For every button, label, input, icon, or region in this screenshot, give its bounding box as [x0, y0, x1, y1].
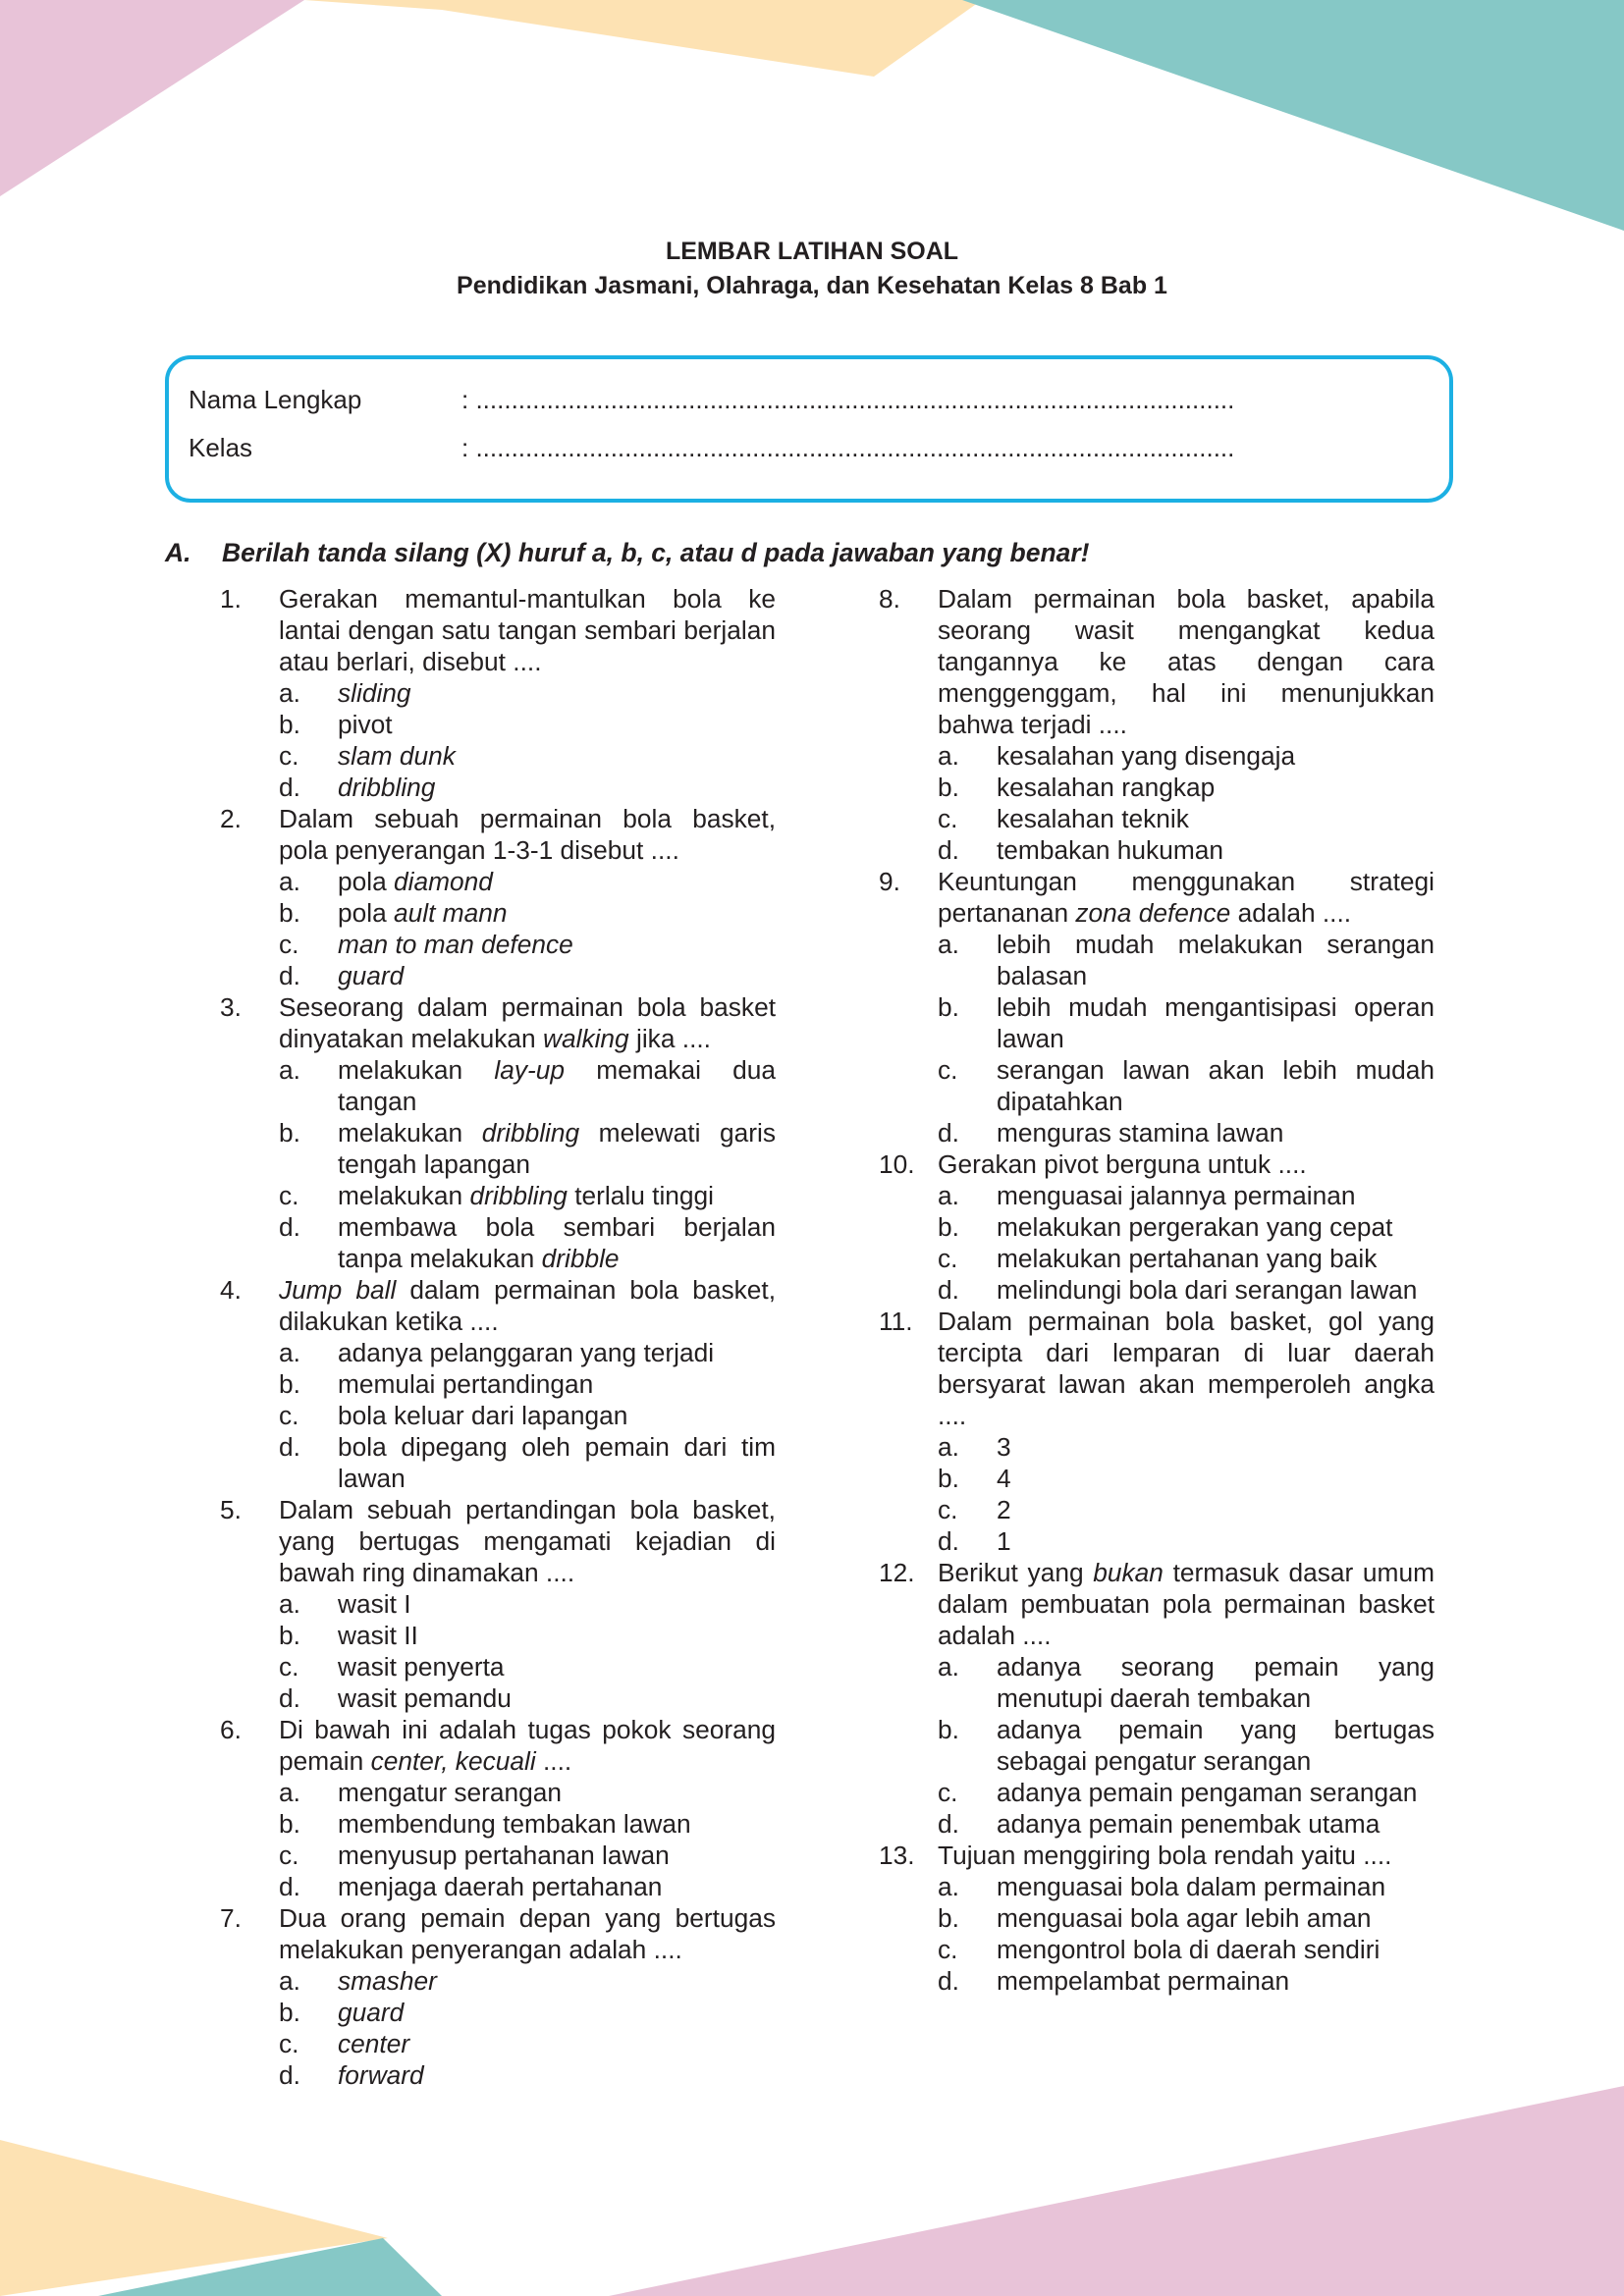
question-item [879, 1840, 1435, 1997]
question-number: 10. [879, 1149, 915, 1179]
question-number: 1. [220, 584, 242, 614]
option-text [997, 1808, 1435, 1840]
answer-option[interactable] [938, 834, 1435, 866]
option-letter: a. [938, 930, 959, 959]
option-letter: b. [938, 773, 959, 802]
option-letter: c. [938, 1244, 958, 1273]
text-segment: bukan [1093, 1558, 1164, 1587]
text-segment: melakukan pergerakan yang cepat [997, 1212, 1393, 1242]
option-letter: b. [279, 1621, 300, 1650]
answer-option[interactable] [279, 677, 776, 709]
text-segment: Keuntungan menggunakan strategi pertananan [938, 867, 1435, 928]
answer-option[interactable] [279, 1588, 776, 1620]
question-text [279, 1494, 776, 1588]
option-text [997, 1274, 1435, 1306]
text-segment: menguasai jalannya permainan [997, 1181, 1356, 1210]
text-segment: .... [535, 1746, 572, 1776]
option-letter: d. [279, 2060, 300, 2090]
text-segment: slam dunk [338, 741, 456, 771]
option-text [338, 2059, 776, 2091]
question-item [220, 1494, 776, 1714]
text-segment: Dalam sebuah permainan bola basket, pola penyerangan 1-3-1 disebut .... [279, 804, 776, 865]
answer-option[interactable] [279, 709, 776, 740]
answer-option[interactable] [279, 897, 776, 929]
question-text [938, 866, 1435, 929]
text-segment: Di bawah ini adalah tugas pokok seorang pemain [279, 1715, 776, 1776]
answer-option[interactable] [938, 1180, 1435, 1211]
deco-pink-top [0, 0, 304, 196]
answer-option[interactable] [279, 929, 776, 960]
questions-column-left [220, 583, 776, 2091]
text-segment: 2 [997, 1495, 1011, 1524]
text-segment: dribbling [469, 1181, 568, 1210]
option-letter: a. [938, 1652, 959, 1682]
option-text [997, 1902, 1435, 1934]
text-segment: center [338, 2029, 410, 2058]
option-text [997, 1180, 1435, 1211]
text-segment: menguras stamina lawan [997, 1118, 1284, 1148]
text-segment: man to man defence [338, 930, 573, 959]
text-segment: melewati garis tengah lapangan [338, 1118, 776, 1179]
text-segment: mengontrol bola di daerah sendiri [997, 1935, 1380, 1964]
text-segment: tembakan hukuman [997, 835, 1223, 865]
answer-option[interactable] [279, 772, 776, 803]
option-letter: b. [279, 1118, 300, 1148]
question-text [279, 583, 776, 677]
option-text [338, 1777, 776, 1808]
option-text [338, 1965, 776, 1997]
answer-option[interactable] [279, 1431, 776, 1494]
option-letter: d. [938, 1809, 959, 1839]
text-segment: Seseorang dalam permainan bola basket dinyatakan melakukan [279, 992, 776, 1053]
text-segment: zona defence [1075, 898, 1231, 928]
option-letter: b. [938, 1903, 959, 1933]
answer-option[interactable] [938, 1777, 1435, 1808]
answer-option[interactable] [938, 1934, 1435, 1965]
name-label: Nama Lengkap [189, 385, 362, 414]
option-text [338, 866, 776, 897]
answer-option[interactable] [279, 1840, 776, 1871]
option-letter: d. [938, 1275, 959, 1305]
page-subtitle: Pendidikan Jasmani, Olahraga, dan Kesehatan Kelas 8 Bab 1 [457, 272, 1167, 299]
answer-option[interactable] [938, 1211, 1435, 1243]
option-letter: b. [938, 1464, 959, 1493]
text-segment: melakukan [338, 1181, 470, 1210]
text-segment: 1 [997, 1526, 1011, 1556]
option-letter: c. [279, 2029, 299, 2058]
text-segment: menguasai bola agar lebih aman [997, 1903, 1372, 1933]
text-segment: memakai dua tangan [338, 1055, 776, 1116]
text-segment: membawa bola sembari berjalan tanpa melakukan [338, 1212, 776, 1273]
question-item [220, 1714, 776, 1902]
answer-option[interactable] [279, 1620, 776, 1651]
option-letter: a. [279, 1338, 300, 1367]
text-segment: dribble [541, 1244, 620, 1273]
text-segment: Dalam permainan bola basket, apabila seorang wasit mengangkat kedua tangannya ke atas dengan cara menggenggam, hal ini menunjukkan bahwa terjadi .... [938, 584, 1435, 739]
text-segment: wasit II [338, 1621, 418, 1650]
option-letter: b. [279, 1809, 300, 1839]
text-segment: guard [338, 961, 405, 990]
option-text [338, 740, 776, 772]
text-segment: smasher [338, 1966, 437, 1996]
question-item [879, 1306, 1435, 1557]
question-number: 7. [220, 1903, 242, 1933]
text-segment: forward [338, 2060, 424, 2090]
text-segment: menyusup pertahanan lawan [338, 1841, 670, 1870]
name-field[interactable]: : ........................................................................................................... [461, 385, 1235, 414]
option-text [997, 1651, 1435, 1714]
answer-option[interactable] [938, 1054, 1435, 1117]
text-segment: melakukan [338, 1055, 495, 1085]
text-segment: mengatur serangan [338, 1778, 563, 1807]
text-segment: walking [542, 1024, 629, 1053]
section-letter: A. [165, 538, 191, 567]
answer-option[interactable] [938, 1808, 1435, 1840]
text-segment: pivot [338, 710, 393, 739]
answer-option[interactable] [279, 1777, 776, 1808]
page-title: LEMBAR LATIHAN SOAL [665, 238, 959, 265]
text-segment: Jump ball [279, 1275, 397, 1305]
questions-column-right [879, 583, 1435, 1997]
option-text [997, 1525, 1435, 1557]
option-text [997, 740, 1435, 772]
answer-option[interactable] [279, 1368, 776, 1400]
answer-option[interactable] [279, 1997, 776, 2028]
class-field[interactable]: : ........................................................................................................... [461, 433, 1235, 462]
answer-option[interactable] [279, 866, 776, 897]
text-segment: kesalahan teknik [997, 804, 1189, 833]
answer-option[interactable] [938, 1965, 1435, 1997]
option-text [338, 1368, 776, 1400]
option-letter: a. [938, 741, 959, 771]
answer-option[interactable] [938, 1463, 1435, 1494]
question-item [220, 991, 776, 1274]
question-text [279, 1274, 776, 1337]
option-letter: c. [938, 804, 958, 833]
question-number: 11. [879, 1307, 913, 1336]
option-text [338, 897, 776, 929]
text-segment: terlalu tinggi [567, 1181, 715, 1210]
text-segment: jika .... [628, 1024, 711, 1053]
answer-option[interactable] [279, 1211, 776, 1274]
answer-option[interactable] [279, 1682, 776, 1714]
option-text [997, 929, 1435, 991]
answer-option[interactable] [279, 2028, 776, 2059]
question-item [220, 1274, 776, 1494]
option-text [997, 1965, 1435, 1997]
text-segment: adanya pemain penembak utama [997, 1809, 1380, 1839]
answer-option[interactable] [938, 772, 1435, 803]
question-number: 9. [879, 867, 900, 896]
option-letter: a. [938, 1181, 959, 1210]
option-letter: a. [279, 678, 300, 708]
text-segment: sliding [338, 678, 411, 708]
option-text [338, 2028, 776, 2059]
option-text [997, 772, 1435, 803]
answer-option[interactable] [279, 1337, 776, 1368]
option-text [338, 1054, 776, 1117]
option-text [338, 772, 776, 803]
question-item [879, 1148, 1435, 1306]
option-letter: b. [279, 898, 300, 928]
question-text [279, 1902, 776, 1965]
text-segment: dribbling [338, 773, 436, 802]
answer-option[interactable] [938, 1714, 1435, 1777]
question-text [938, 583, 1435, 740]
option-text [338, 1871, 776, 1902]
text-segment: memulai pertandingan [338, 1369, 594, 1399]
text-segment: wasit I [338, 1589, 411, 1619]
option-letter: d. [279, 1683, 300, 1713]
option-letter: d. [938, 835, 959, 865]
option-letter: a. [279, 1778, 300, 1807]
option-text [338, 677, 776, 709]
option-text [338, 1620, 776, 1651]
option-letter: b. [938, 1715, 959, 1744]
question-number: 4. [220, 1275, 242, 1305]
option-letter: c. [938, 1495, 958, 1524]
question-item [879, 583, 1435, 866]
answer-option[interactable] [938, 1525, 1435, 1557]
text-segment: Gerakan memantul-mantulkan bola ke lantai dengan satu tangan sembari berjalan atau berlari, disebut .... [279, 584, 776, 676]
answer-option[interactable] [938, 1871, 1435, 1902]
option-text [997, 1463, 1435, 1494]
option-letter: a. [938, 1872, 959, 1901]
option-text [997, 1871, 1435, 1902]
question-text [938, 1557, 1435, 1651]
text-segment: wasit penyerta [338, 1652, 505, 1682]
option-letter: c. [279, 1181, 299, 1210]
option-letter: b. [279, 1998, 300, 2027]
text-segment: Gerakan pivot berguna untuk .... [938, 1149, 1307, 1179]
option-letter: b. [279, 710, 300, 739]
text-segment: adanya pemain pengaman serangan [997, 1778, 1418, 1807]
question-text [938, 1840, 1435, 1871]
option-text [997, 1117, 1435, 1148]
option-letter: c. [279, 1841, 299, 1870]
text-segment: lebih mudah melakukan serangan balasan [997, 930, 1435, 990]
option-text [338, 1682, 776, 1714]
text-segment: guard [338, 1998, 405, 2027]
answer-option[interactable] [279, 1054, 776, 1117]
text-segment: membendung tembakan lawan [338, 1809, 691, 1839]
text-segment: Berikut yang [938, 1558, 1094, 1587]
option-letter: c. [279, 930, 299, 959]
option-letter: d. [938, 1966, 959, 1996]
option-letter: c. [938, 1935, 958, 1964]
option-text [338, 1400, 776, 1431]
answer-option[interactable] [279, 1965, 776, 1997]
option-text [997, 1714, 1435, 1777]
text-segment: mempelambat permainan [997, 1966, 1290, 1996]
option-letter: a. [938, 1432, 959, 1462]
option-text [338, 1808, 776, 1840]
option-text [338, 1588, 776, 1620]
text-segment: 4 [997, 1464, 1011, 1493]
option-text [338, 709, 776, 740]
text-segment: adalah .... [1230, 898, 1352, 928]
option-letter: a. [279, 1589, 300, 1619]
text-segment: kesalahan yang disengaja [997, 741, 1296, 771]
section-instruction: Berilah tanda silang (X) huruf a, b, c, atau d pada jawaban yang benar! [222, 538, 1090, 567]
text-segment: ault mann [394, 898, 508, 928]
question-number: 3. [220, 992, 242, 1022]
question-text [279, 991, 776, 1054]
question-number: 6. [220, 1715, 242, 1744]
option-letter: c. [938, 1778, 958, 1807]
option-text [338, 1651, 776, 1682]
text-segment: dalam permainan bola basket, dilakukan ketika .... [279, 1275, 777, 1336]
text-segment: kesalahan rangkap [997, 773, 1216, 802]
option-letter: d. [279, 1872, 300, 1901]
question-item [220, 803, 776, 991]
option-letter: b. [279, 1369, 300, 1399]
text-segment: Tujuan menggiring bola rendah yaitu .... [938, 1841, 1392, 1870]
question-item [220, 583, 776, 803]
option-text [338, 1997, 776, 2028]
student-info-box [165, 355, 1453, 503]
answer-option[interactable] [279, 740, 776, 772]
option-text [338, 1211, 776, 1274]
answer-option[interactable] [279, 1180, 776, 1211]
answer-option[interactable] [279, 2059, 776, 2091]
option-letter: a. [279, 1055, 300, 1085]
option-text [997, 1431, 1435, 1463]
option-letter: d. [938, 1118, 959, 1148]
answer-option[interactable] [938, 1902, 1435, 1934]
question-item [879, 1557, 1435, 1840]
text-segment: adanya pemain yang bertugas sebagai pengatur serangan [997, 1715, 1435, 1776]
option-letter: a. [279, 867, 300, 896]
question-text [938, 1148, 1435, 1180]
option-text [997, 803, 1435, 834]
text-segment: pola [338, 898, 395, 928]
text-segment: lay-up [494, 1055, 566, 1085]
option-text [338, 1431, 776, 1494]
question-number: 2. [220, 804, 242, 833]
text-segment: serangan lawan akan lebih mudah dipatahkan [997, 1055, 1435, 1116]
text-segment: melindungi bola dari serangan lawan [997, 1275, 1418, 1305]
question-number: 12. [879, 1558, 915, 1587]
answer-option[interactable] [279, 960, 776, 991]
answer-option[interactable] [938, 991, 1435, 1054]
text-segment: lebih mudah mengantisipasi operan lawan [997, 992, 1435, 1053]
option-text [997, 1243, 1435, 1274]
answer-option[interactable] [938, 1243, 1435, 1274]
answer-option[interactable] [279, 1117, 776, 1180]
question-number: 5. [220, 1495, 242, 1524]
option-text [997, 1934, 1435, 1965]
answer-option[interactable] [279, 1651, 776, 1682]
text-segment: termasuk dasar umum dalam pembuatan pola permainan basket adalah .... [938, 1558, 1435, 1650]
option-letter: c. [938, 1055, 958, 1085]
option-text [997, 1494, 1435, 1525]
option-text [997, 1777, 1435, 1808]
option-text [338, 929, 776, 960]
option-letter: d. [938, 1526, 959, 1556]
option-text [338, 1117, 776, 1180]
answer-option[interactable] [938, 1117, 1435, 1148]
text-segment: menjaga daerah pertahanan [338, 1872, 663, 1901]
option-text [338, 960, 776, 991]
text-segment: bola keluar dari lapangan [338, 1401, 628, 1430]
answer-option[interactable] [279, 1871, 776, 1902]
option-text [997, 834, 1435, 866]
text-segment: Dua orang pemain depan yang bertugas melakukan penyerangan adalah .... [279, 1903, 776, 1964]
question-number: 8. [879, 584, 900, 614]
text-segment: Dalam sebuah pertandingan bola basket, yang bertugas mengamati kejadian di bawah ring dinamakan .... [279, 1495, 776, 1587]
option-letter: b. [938, 992, 959, 1022]
text-segment: menguasai bola dalam permainan [997, 1872, 1386, 1901]
option-text [338, 1840, 776, 1871]
answer-option[interactable] [279, 1400, 776, 1431]
option-letter: b. [938, 1212, 959, 1242]
question-text [938, 1306, 1435, 1431]
option-text [997, 1211, 1435, 1243]
question-item [879, 866, 1435, 1148]
text-segment: pola [338, 867, 395, 896]
answer-option[interactable] [938, 740, 1435, 772]
answer-option[interactable] [279, 1808, 776, 1840]
text-segment: bola dipegang oleh pemain dari tim lawan [338, 1432, 776, 1493]
answer-option[interactable] [938, 1274, 1435, 1306]
option-letter: d. [279, 1432, 300, 1462]
text-segment: dribbling [481, 1118, 580, 1148]
answer-option[interactable] [938, 1431, 1435, 1463]
text-segment: adanya seorang pemain yang menutupi daerah tembakan [997, 1652, 1435, 1713]
text-segment: melakukan [338, 1118, 482, 1148]
class-label: Kelas [189, 433, 253, 462]
text-segment: adanya pelanggaran yang terjadi [338, 1338, 715, 1367]
answer-option[interactable] [938, 803, 1435, 834]
option-text [997, 991, 1435, 1054]
answer-option[interactable] [938, 1651, 1435, 1714]
answer-option[interactable] [938, 1494, 1435, 1525]
option-letter: d. [279, 1212, 300, 1242]
deco-pink-bottom [609, 2086, 1624, 2296]
deco-peach-top [304, 0, 982, 77]
question-text [279, 1714, 776, 1777]
text-segment: Dalam permainan bola basket, gol yang tercipta dari lemparan di luar daerah bersyarat lawan akan memperoleh angka .... [938, 1307, 1435, 1430]
option-letter: c. [279, 1652, 299, 1682]
option-text [338, 1337, 776, 1368]
option-letter: d. [279, 961, 300, 990]
text-segment: center, kecuali [370, 1746, 536, 1776]
question-number: 13. [879, 1841, 915, 1870]
text-segment: diamond [394, 867, 493, 896]
option-letter: d. [279, 773, 300, 802]
answer-option[interactable] [938, 929, 1435, 991]
question-text [279, 803, 776, 866]
option-text [338, 1180, 776, 1211]
option-text [997, 1054, 1435, 1117]
option-letter: a. [279, 1966, 300, 1996]
text-segment: 3 [997, 1432, 1011, 1462]
text-segment: melakukan pertahanan yang baik [997, 1244, 1378, 1273]
deco-teal-top [962, 0, 1624, 231]
option-letter: c. [279, 1401, 299, 1430]
option-letter: c. [279, 741, 299, 771]
question-item [220, 1902, 776, 2091]
text-segment: wasit pemandu [338, 1683, 512, 1713]
